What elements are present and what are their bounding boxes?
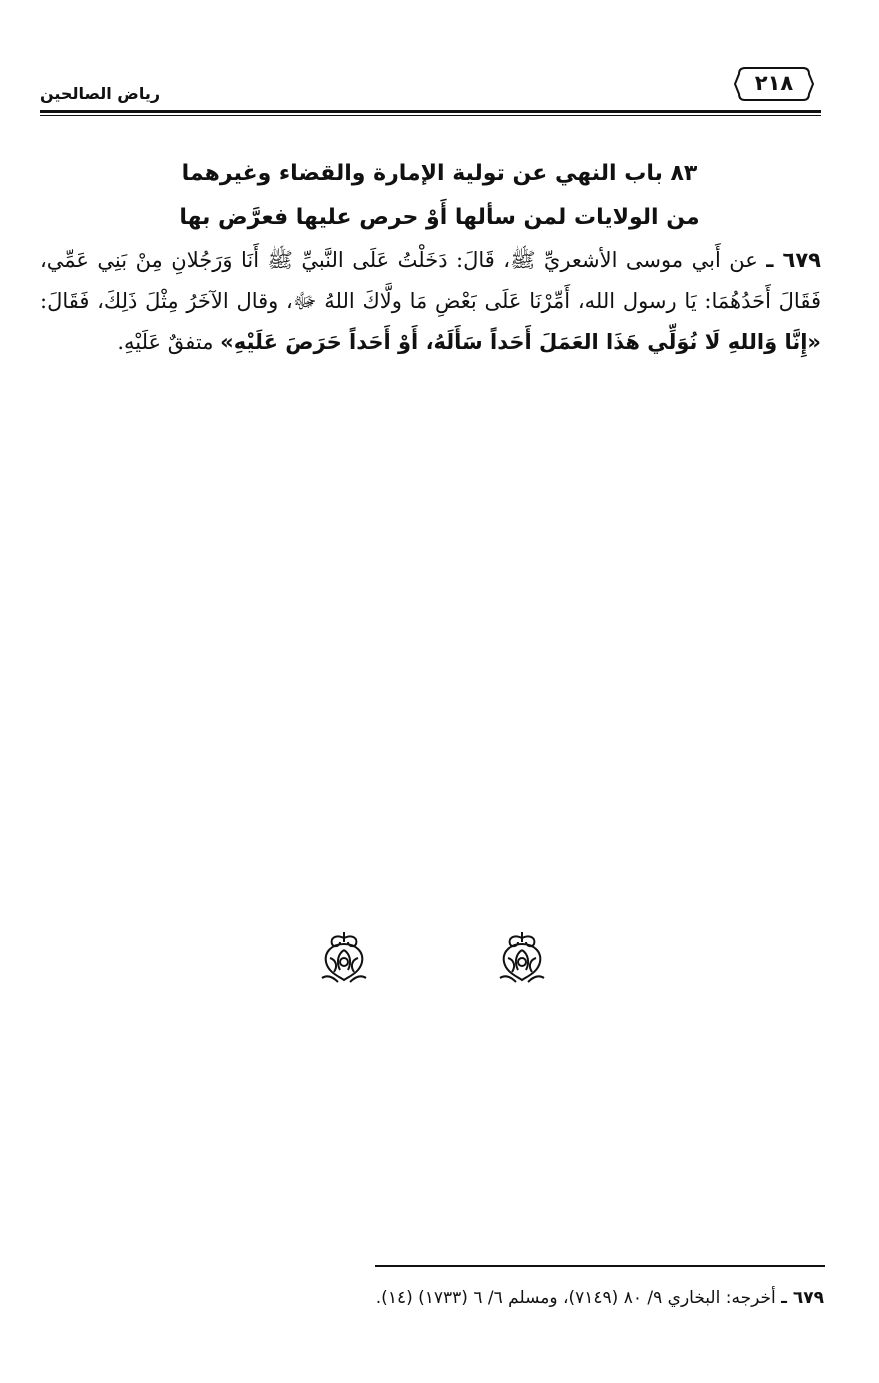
footnote-number: ٦٧٩ ـ <box>781 1288 824 1308</box>
header-rule-thin <box>40 115 821 116</box>
hadith-narration: عن أَبي موسى الأشعريِّ ﷺ، قَالَ: دَخَلْتُ عَلَى النَّبيِّ ﷺ أَنَا وَرَجُلانِ مِنْ بَنِي عَمِّي، فَقَالَ أَحَدُهُمَا: يَا رسول الله، أَمِّرْنَا عَلَى بَعْضِ مَا ولَّاكَ اللهُ ﷻ، وقال الآخَرُ مِثْلَ ذَلِكَ، فَقَالَ: <box>40 248 821 313</box>
running-title: رياض الصالحين <box>40 84 161 103</box>
page-header <box>40 58 821 118</box>
header-rule <box>40 110 821 113</box>
chapter-heading-line-2: من الولايات لمن سألها أَوْ حرص عليها فعرَّض بها <box>179 205 700 230</box>
hadith-number: ٦٧٩ ـ <box>766 248 821 272</box>
hadith-text <box>40 240 821 363</box>
footnote-text: أخرجه: البخاري ٩/ ٨٠ (٧١٤٩)، ومسلم ٦/ ٦ (١٧٣٣) (١٤). <box>375 1288 776 1308</box>
chapter-heading <box>60 152 819 240</box>
footnote <box>40 1284 824 1312</box>
hadith-grading: متفقٌ عَلَيْهِ. <box>117 330 214 354</box>
floral-ornament-icon <box>318 928 370 984</box>
chapter-heading-line-1: ٨٣ باب النهي عن تولية الإمارة والقضاء وغيرهما <box>181 161 698 186</box>
footnote-rule <box>375 1265 825 1267</box>
hadith-quote: «إِنَّا وَاللهِ لَا نُوَلِّي هَذَا العَمَلَ أَحَداً سَأَلَهُ، أَوْ أَحَداً حَرَصَ عَلَيْهِ» <box>220 330 821 354</box>
page-number: ٢١٨ <box>754 71 794 95</box>
floral-ornament-icon <box>496 928 548 984</box>
page-number-frame <box>733 66 815 102</box>
